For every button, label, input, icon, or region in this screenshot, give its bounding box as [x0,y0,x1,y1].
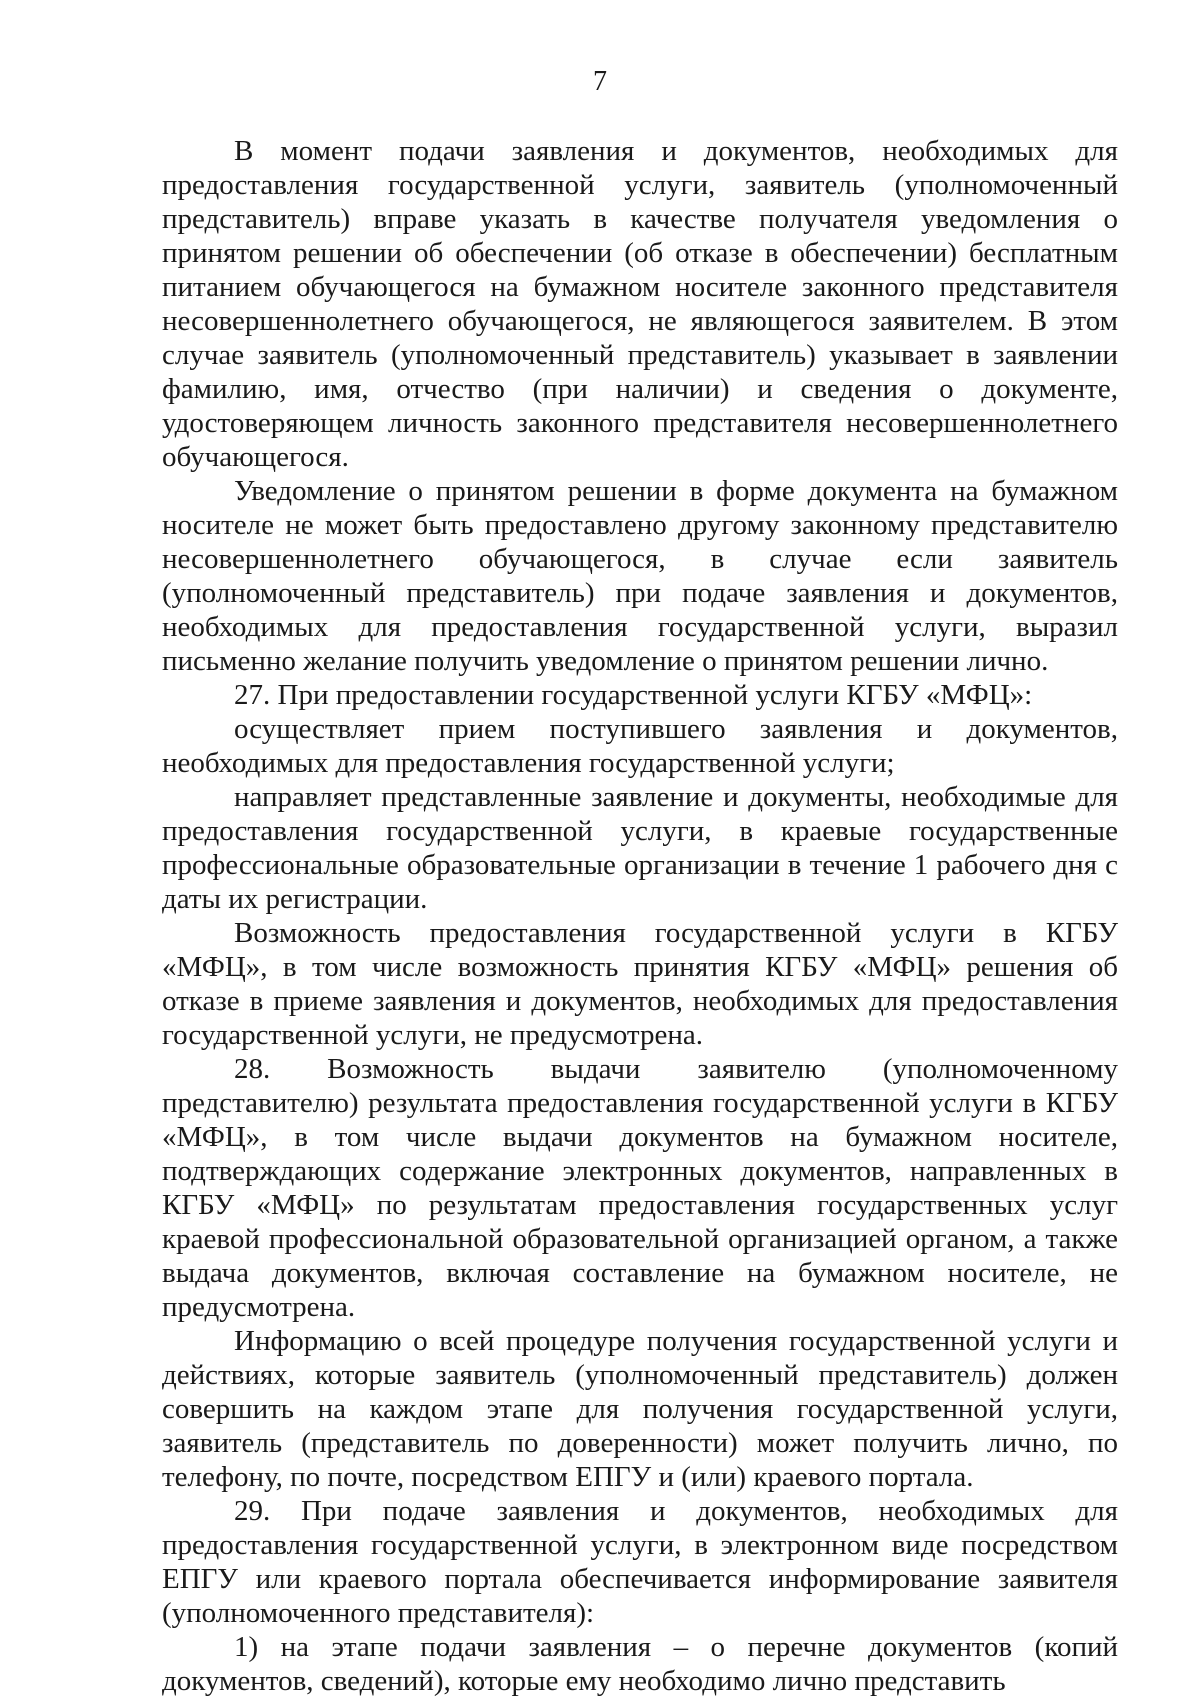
paragraph-clause-28: 28. Возможность выдачи заявителю (уполномоченному представителю) результата предоставления государственной услуги в КГБУ «МФЦ», в том числе выдачи документов на бумажном носителе, подтверждающих содержание электронных документов, направленных в КГБУ «МФЦ» по результатам предоставления государственных услуг краевой профессиональной образовательной организацией органом, а также выдача документов, включая составление на бумажном носителе, не предусмотрена. [162,1053,1118,1323]
paragraph-clause-29-item-1: 1) на этапе подачи заявления – о перечне документов (копий документов, сведений), которые ему необходимо лично представить [162,1631,1118,1697]
paragraph-clause-27: 27. При предоставлении государственной услуги КГБУ «МФЦ»: [234,679,1033,711]
paragraph-clause-29: 29. При подаче заявления и документов, необходимых для предоставления государственной услуги, в электронном виде посредством ЕПГУ или краевого портала обеспечивается информирование заявителя (уполномоченного представителя): [162,1495,1118,1629]
paragraph-mfc-accepts: осуществляет прием поступившего заявления и документов, необходимых для предоставления государственной услуги; [162,713,1118,779]
paragraph-notification-restriction: Уведомление о принятом решении в форме документа на бумажном носителе не может быть предоставлено другому законному представителю несовершеннолетнего обучающегося, в случае если заявитель (уполномоченный представитель) при подаче заявления и документов, необходимых для предоставления государственной услуги, выразил письменно желание получить уведомление о принятом решении лично. [162,475,1118,677]
paragraph-notification-recipient: В момент подачи заявления и документов, необходимых для предоставления государственной услуги, заявитель (уполномоченный представитель) вправе указать в качестве получателя уведомления о принятом решении об обеспечении (об отказе в обеспечении) бесплатным питанием обучающегося на бумажном носителе законного представителя несовершеннолетнего обучающегося, не являющегося заявителем. В этом случае заявитель (уполномоченный представитель) указывает в заявлении фамилию, имя, отчество (при наличии) и сведения о документе, удостоверяющем личность законного представителя несовершеннолетнего обучающегося. [162,135,1118,473]
paragraph-mfc-refusal-not-provided: Возможность предоставления государственной услуги в КГБУ «МФЦ», в том числе возможность принятия КГБУ «МФЦ» решения об отказе в приеме заявления и документов, необходимых для предоставления государственной услуги, не предусмотрена. [162,917,1118,1051]
page-number: 7 [593,66,607,97]
paragraph-procedure-information: Информацию о всей процедуре получения государственной услуги и действиях, которые заявитель (уполномоченный представитель) должен совершить на каждом этапе для получения государственной услуги, заявитель (представитель по доверенности) может получить лично, по телефону, по почте, посредством ЕПГУ и (или) краевого портала. [162,1325,1118,1493]
paragraph-mfc-forwards: направляет представленные заявление и документы, необходимые для предоставления государственной услуги, в краевые государственные профессиональные образовательные организации в течение 1 рабочего дня с даты их регистрации. [162,781,1118,915]
document-body [162,134,1118,1698]
